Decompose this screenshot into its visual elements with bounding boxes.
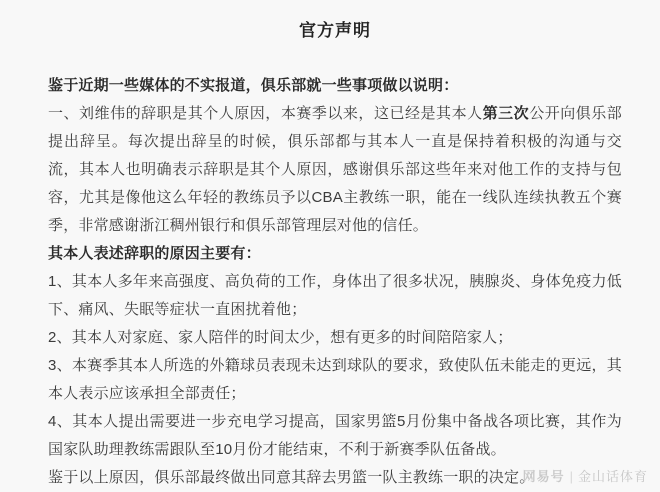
reason-item-4: 4、其本人提出需要进一步充电学习提高，国家男篮5月份集中备战各项比赛，其作为国家队助理教练需跟队至10月份才能结束，不利于新赛季队伍备战。	[48, 413, 622, 458]
reason-item-3: 3、本赛季其本人所选的外籍球员表现未达到球队的要求，致使队伍未能走的更远，其本人表示应该承担全部责任；	[48, 357, 622, 402]
watermark-separator: |	[569, 469, 573, 484]
paragraph-resignation-part1: 一、刘维伟的辞职是其个人原因，本赛季以来，这已经是其本人	[48, 105, 483, 122]
page-title: 官方声明	[299, 21, 371, 40]
reason-item-1: 1、其本人多年来高强度、高负荷的工作，身体出了很多状况，胰腺炎、身体免疫力低下、痛风、失眠等症状一直困扰着他；	[48, 273, 622, 318]
conclusion-line: 鉴于以上原因，俱乐部最终做出同意其辞去男篮一队主教练一职的决定。	[48, 469, 535, 486]
netease-hao-logo: 网易号	[522, 469, 565, 484]
intro-line: 鉴于近期一些媒体的不实报道，俱乐部就一些事项做以说明：	[48, 77, 459, 94]
watermark	[523, 469, 648, 485]
watermark-account-name: 金山话体育	[577, 469, 648, 484]
paragraph-resignation-history	[48, 100, 622, 240]
paragraph-resignation-part2: 公开向俱乐部提出辞呈。每次提出辞呈的时候，俱乐部都与其本人一直是保持着积极的沟通与交流，其本人也明确表示辞职是其个人原因，感谢俱乐部这些年来对他工作的支持与包容，尤其是像他这么年轻的教练员予以CBA主教练一职，能在一线队连续执教五个赛季，非常感谢浙江稠州银行和俱乐部管理层对他的信任。	[48, 105, 622, 234]
paragraph-resignation-bold-third-time: 第三次	[482, 105, 530, 122]
reasons-heading: 其本人表述辞职的原因主要有：	[48, 245, 261, 262]
reason-item-2: 2、其本人对家庭、家人陪伴的时间太少，想有更多的时间陪陪家人；	[48, 329, 513, 346]
